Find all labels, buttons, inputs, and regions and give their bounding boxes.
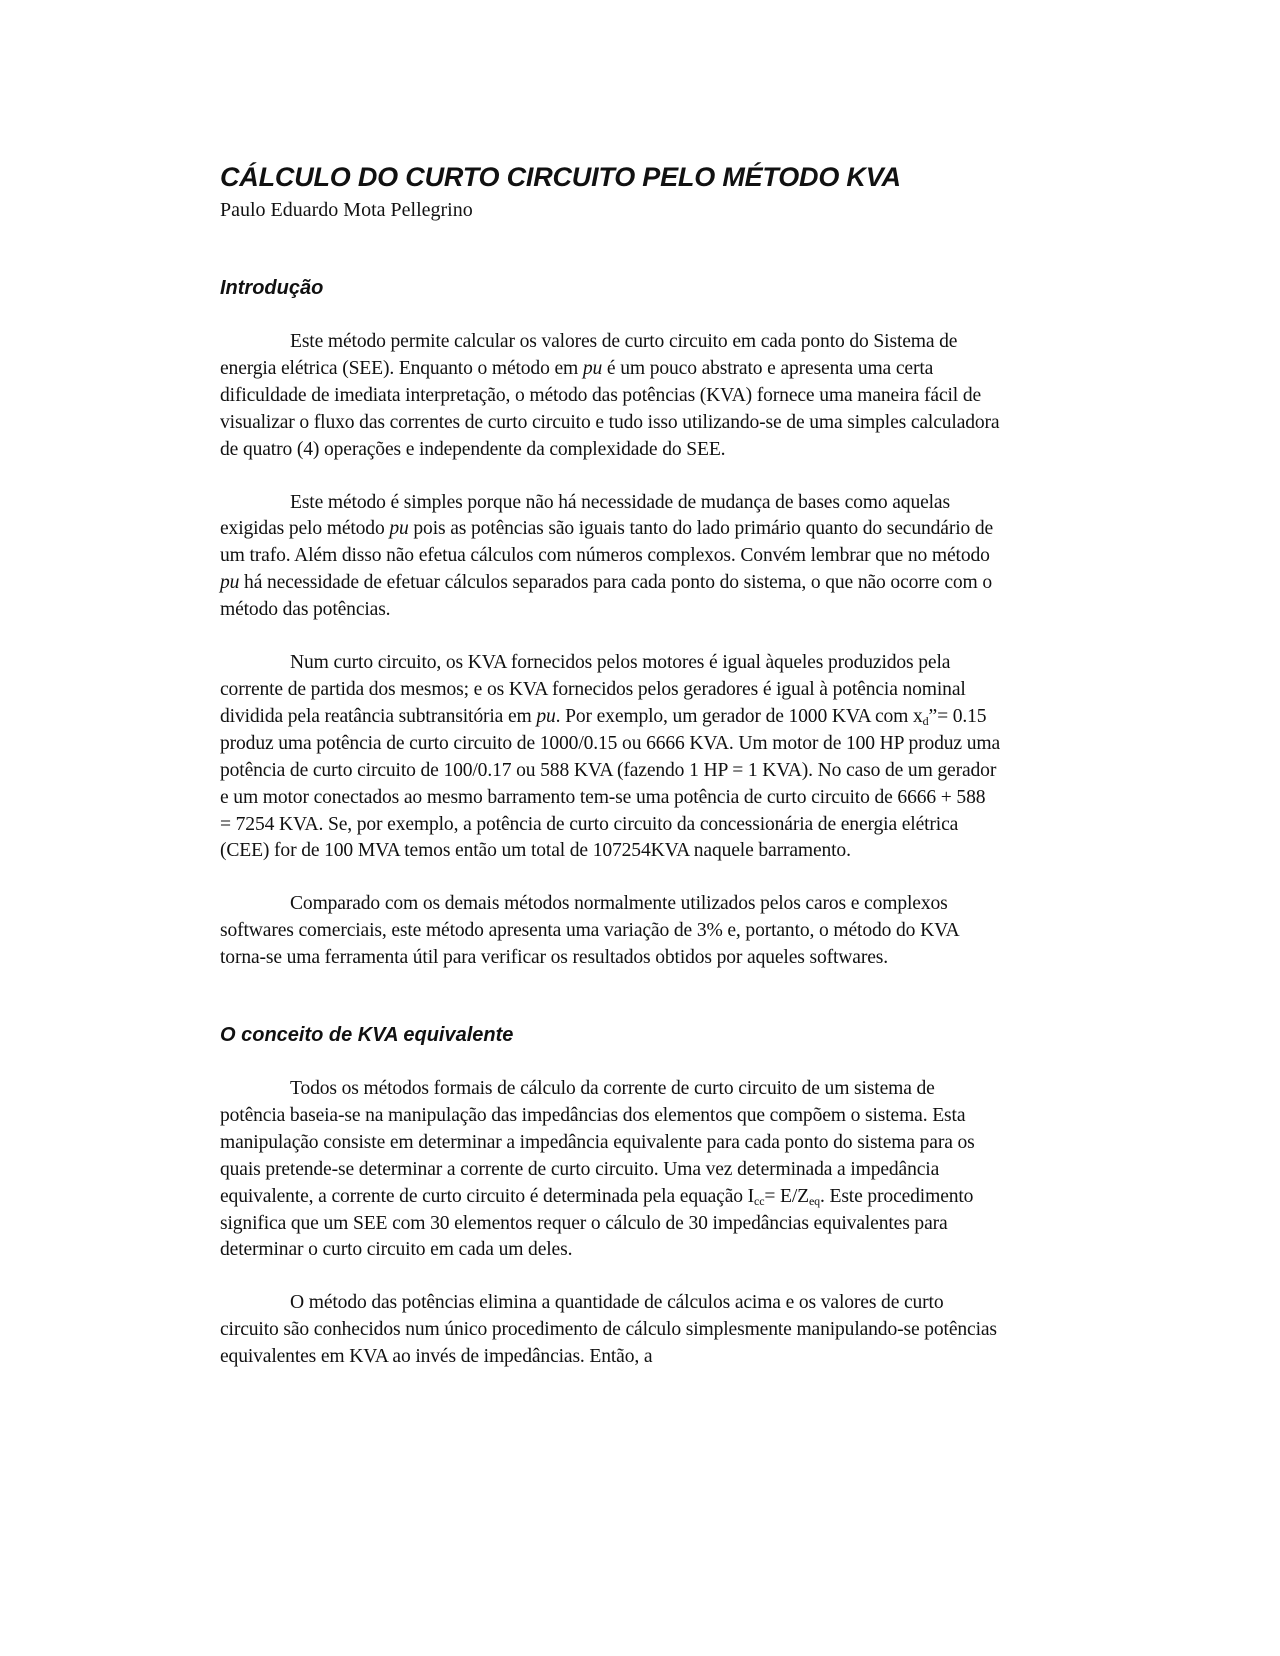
paragraph-text: é um pouco abstrato e apresenta uma certa dificuldade de imediata interpretação, o método das potências (KVA) fornece uma maneira fácil de visualizar o fluxo das correntes de curto circuito e tudo isso utilizando-se de uma simples calculadora de quatro (4) operações e independente da complexidade do SEE. [220, 357, 1000, 460]
document-page [220, 160, 1000, 1371]
paragraph [220, 891, 1000, 972]
paragraph-text: Comparado com os demais métodos normalmente utilizados pelos caros e complexos softwares comerciais, este método apresenta uma variação de 3% e, portanto, o método do KVA torna-se uma ferramenta útil para verificar os resultados obtidos por aqueles softwares. [220, 893, 959, 969]
paragraph-text: O método das potências elimina a quantidade de cálculos acima e os valores de curto circuito são conhecidos num único procedimento de cálculo simplesmente manipulando-se potências equivalentes em KVA ao invés de impedâncias. Então, a [220, 1292, 997, 1368]
paragraph [220, 1290, 1000, 1371]
paragraph-text: Este método permite calcular os valores de curto circuito em cada ponto do Sistema de energia elétrica (SEE). Enquanto o método em [220, 331, 958, 379]
paragraph-text: = E/Z [764, 1185, 809, 1207]
paragraph-emphasis: pu [389, 518, 409, 540]
document-author: Paulo Eduardo Mota Pellegrino [220, 199, 473, 221]
subscript: cc [754, 1193, 765, 1208]
paragraph [220, 1076, 1000, 1264]
paragraph-text: Todos os métodos formais de cálculo da corrente de curto circuito de um sistema de potência baseia-se na manipulação das impedâncias dos elementos que compõem o sistema. Esta manipulação consiste em determinar a impedância equivalente para cada ponto do sistema para os quais pretende-se determinar a corrente de curto circuito. Uma vez determinada a impedância equivalente, a corrente de curto circuito é determinada pela equação I [220, 1078, 975, 1207]
paragraph-text: há necessidade de efetuar cálculos separados para cada ponto do sistema, o que não ocorre com o método das potências. [220, 572, 993, 621]
paragraph [220, 490, 1000, 625]
paragraph-text: . Por exemplo, um gerador de 1000 KVA com x [555, 705, 923, 727]
paragraph-emphasis: pu [220, 572, 240, 594]
document-title: CÁLCULO DO CURTO CIRCUITO PELO MÉTODO KVA [220, 162, 901, 192]
paragraph-text: ”= 0.15 produz uma potência de curto circuito de 1000/0.15 ou 6666 KVA. Um motor de 100 HP produz uma potência de curto circuito de 100/0.17 ou 588 KVA (fazendo 1 HP = 1 KVA). No caso de um gerador e um motor conectados ao mesmo barramento tem-se uma potência de curto circuito de 6666 + 588 = 7254 KVA. Se, por exemplo, a potência de curto circuito da concessionária de energia elétrica (CEE) for de 100 MVA temos então um total de 107254KVA naquele barramento. [220, 705, 1000, 862]
paragraph-text: pois as potências são iguais tanto do lado primário quanto do secundário de um trafo. Além disso não efetua cálculos com números complexos. Convém lembrar que no método [220, 518, 994, 567]
paragraph-text: Este método é simples porque não há necessidade de mudança de bases como aquelas exigidas pelo método [220, 491, 950, 540]
paragraph-text: Num curto circuito, os KVA fornecidos pelos motores é igual àqueles produzidos pela corrente de partida dos mesmos; e os KVA fornecidos pelos geradores é igual à potência nominal dividida pela reatância subtransitória em [220, 652, 966, 727]
paragraph-text: . Este procedimento significa que um SEE com 30 elementos requer o cálculo de 30 impedâncias equivalentes para determinar o curto circuito em cada um deles. [220, 1185, 974, 1261]
subscript: d [922, 713, 929, 728]
paragraph-emphasis: pu [536, 705, 556, 727]
subscript: eq [808, 1193, 821, 1208]
section-heading-introducao: Introdução [220, 277, 324, 299]
paragraph-emphasis: pu [582, 357, 603, 379]
paragraph [220, 329, 1000, 464]
section-heading-kva-equivalente: O conceito de KVA equivalente [220, 1024, 514, 1047]
paragraph [220, 650, 1000, 865]
